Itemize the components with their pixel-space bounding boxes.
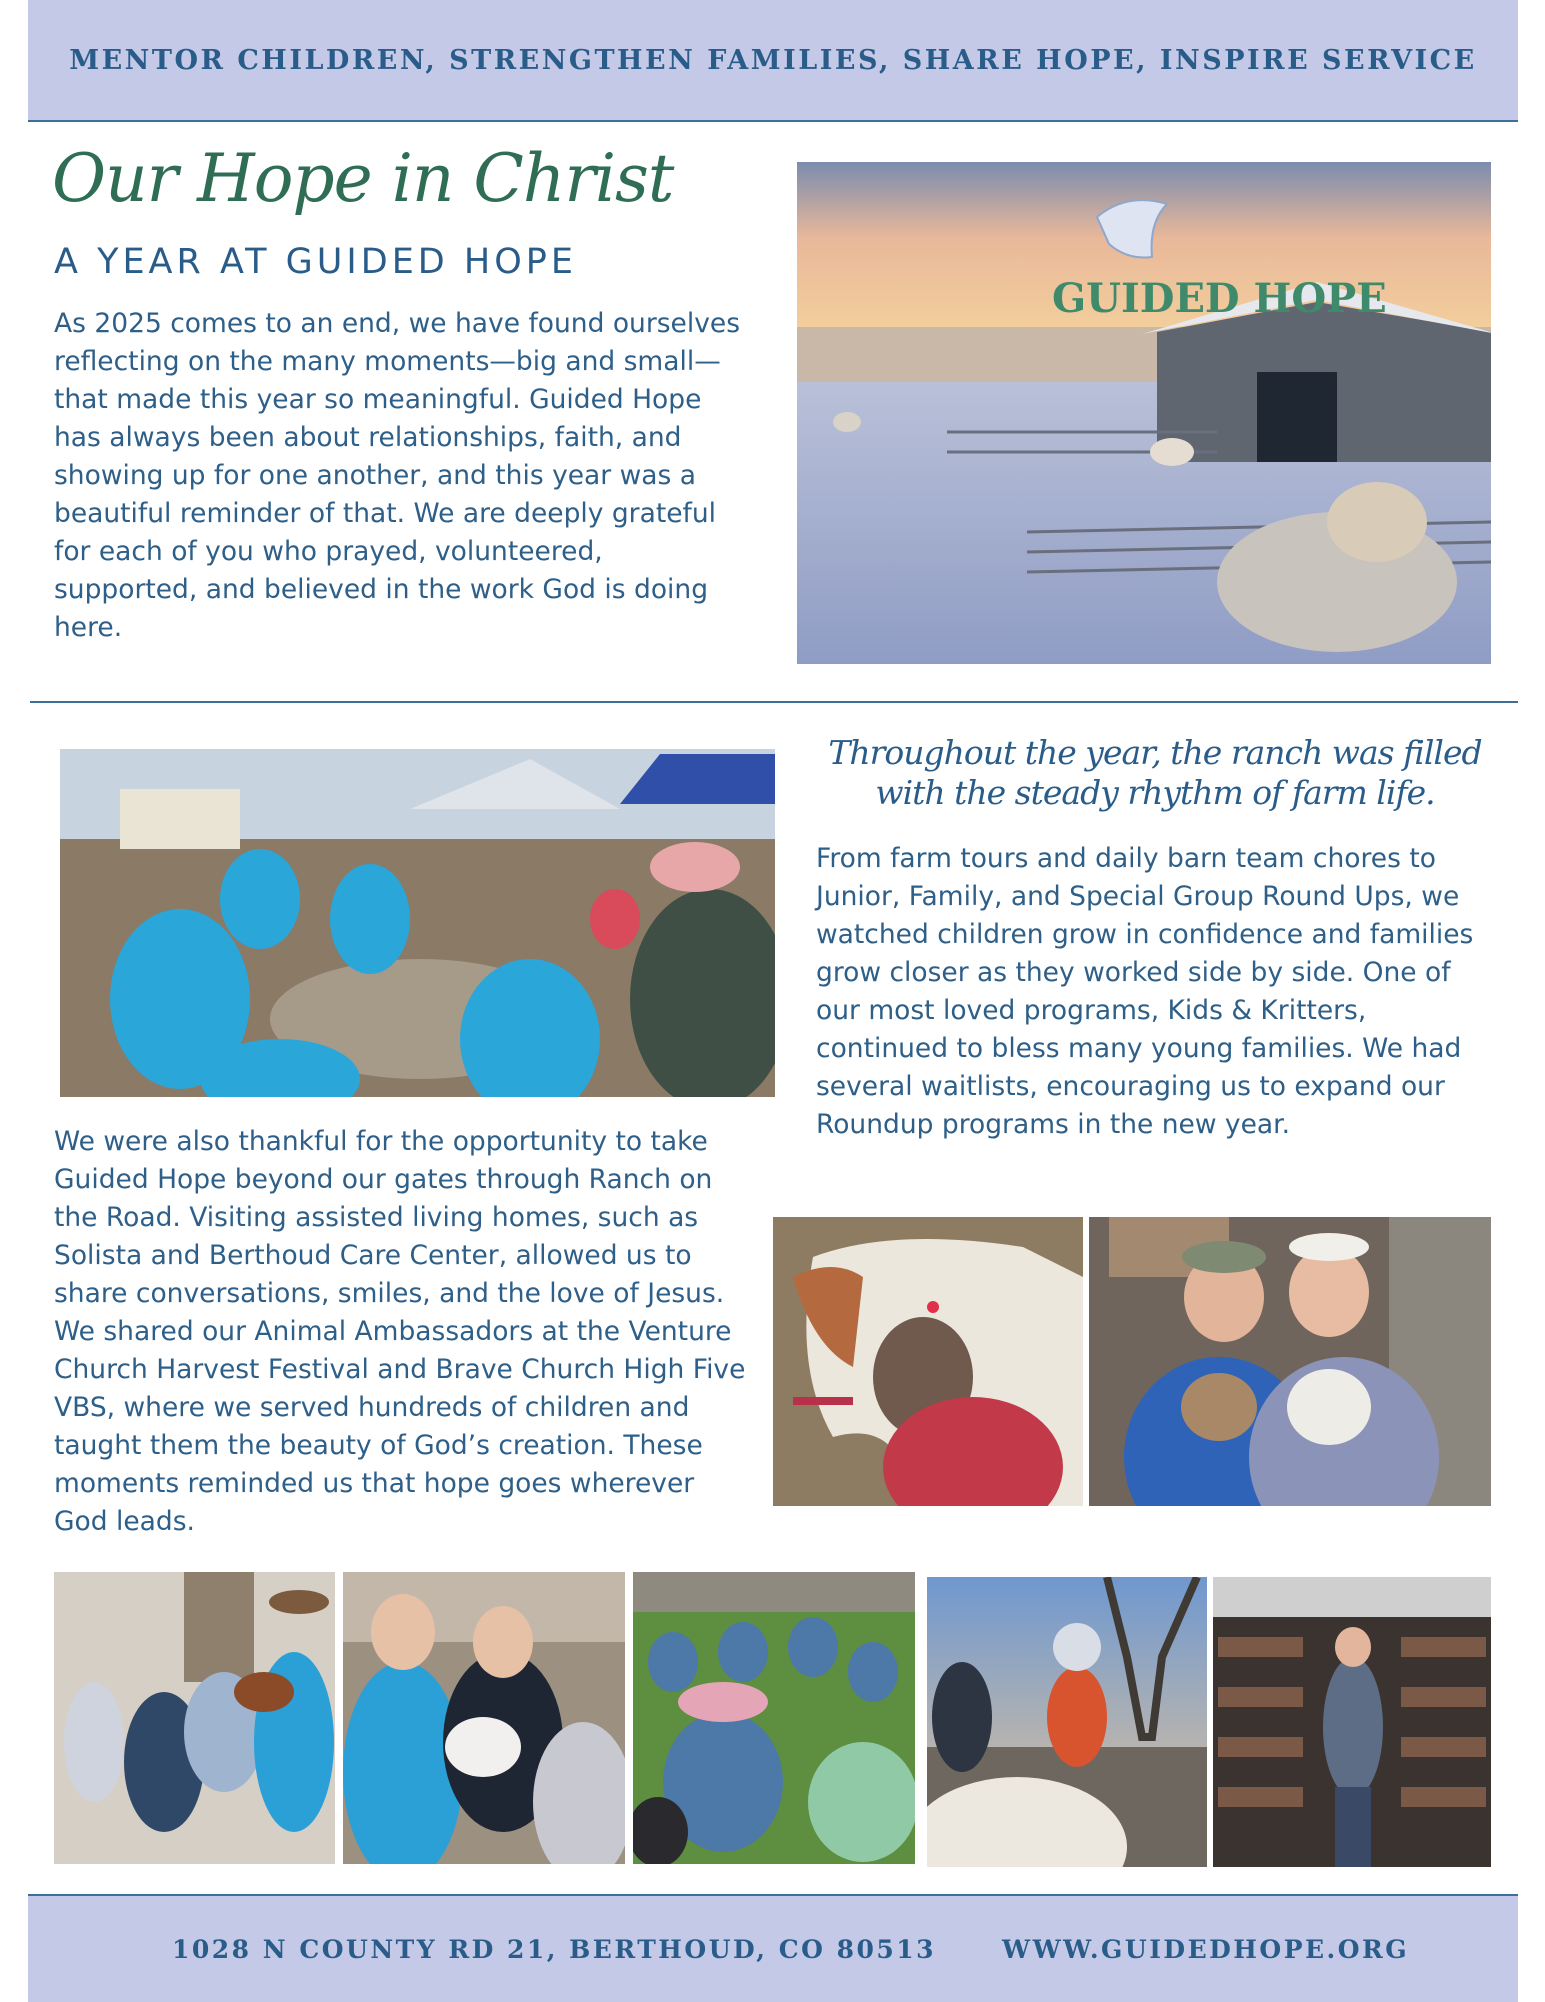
volunteers-photo	[60, 749, 775, 1097]
ranch-paragraph: From farm tours and daily barn team chores to Junior, Family, and Special Group Round Ups, we watched children grow in confidence and families grow closer as they worked side by side. One of our most loved programs, Kids & Kritters, continued to bless many young families. We had several waitlists, encouraging us to expand our Roundup programs in the new year.	[816, 843, 1474, 1140]
ranch-pullquote: Throughout the year, the ranch was filled with the steady rhythm of farm life.	[828, 733, 1482, 812]
page-subtitle: A YEAR AT GUIDED HOPE	[54, 242, 577, 282]
footer-banner	[28, 1894, 1518, 2002]
intro-paragraph: As 2025 comes to an end, we have found ourselves reflecting on the many moments—big and small—that made this year so meaningful. Guided Hope has always been about relationships, faith, and showing up for one another, and this year was a beautiful reminder of that. We are deeply grateful for each of you who prayed, volunteered, supported, and believed in the work God is doing here.	[54, 308, 740, 643]
rabbits-photo	[1089, 1217, 1491, 1506]
assisted-living-photo	[54, 1572, 335, 1864]
horse-photo	[773, 1217, 1083, 1506]
footer-address: 1028 N COUNTY RD 21, BERTHOUD, CO 80513	[172, 1934, 937, 1964]
section-divider	[30, 701, 1518, 703]
boot-closet-photo	[1213, 1577, 1491, 1867]
group-sitting-photo	[633, 1572, 915, 1864]
pony-ride-photo	[927, 1577, 1207, 1867]
ranch-hero-photo	[797, 162, 1491, 664]
page-title: Our Hope in Christ	[52, 140, 674, 217]
header-tagline: MENTOR CHILDREN, STRENGTHEN FAMILIES, SHARE HOPE, INSPIRE SERVICE	[69, 44, 1477, 76]
logo-text: GUIDED HOPE	[1052, 275, 1387, 322]
outreach-paragraph: We were also thankful for the opportunity to take Guided Hope beyond our gates through Ranch on the Road. Visiting assisted living homes, such as Solista and Berthoud Care Center, allowed us to share conversations, smiles, and the love of Jesus. We shared our Animal Ambassadors at the Venture Church Harvest Festival and Brave Church High Five VBS, where we served hundreds of children and taught them the beauty of God’s creation. These moments reminded us that hope goes wherever God leads.	[54, 1126, 746, 1537]
bunny-kids-photo	[343, 1572, 625, 1864]
header-banner	[28, 0, 1518, 122]
footer-website-link[interactable]: WWW.GUIDEDHOPE.ORG	[1002, 1934, 1410, 1964]
